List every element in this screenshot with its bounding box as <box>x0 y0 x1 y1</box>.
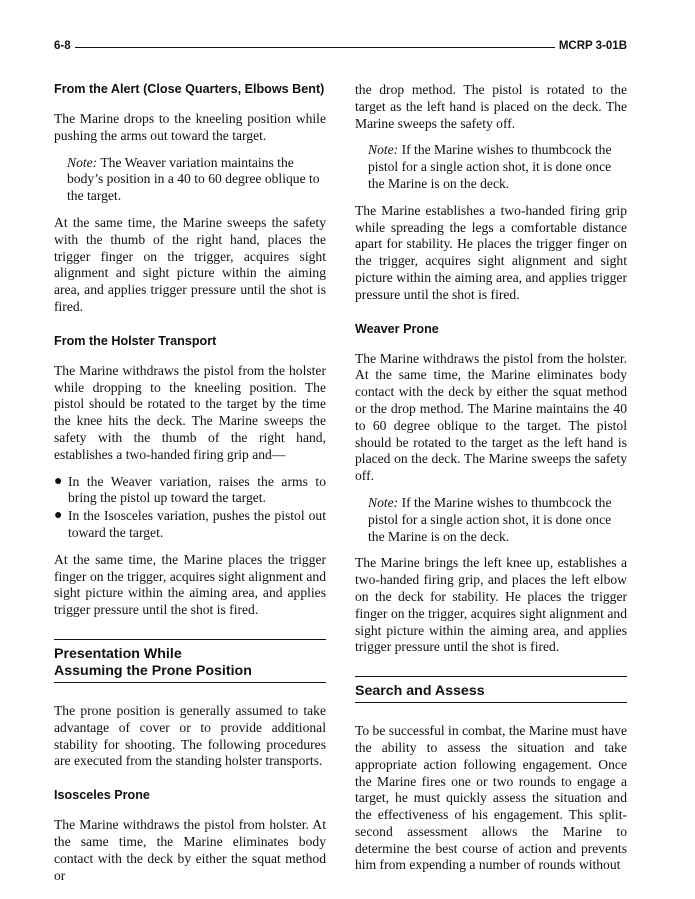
note-label: Note: <box>67 154 98 170</box>
list-item <box>54 474 326 508</box>
paragraph: The Marine brings the left knee up, establishes a two-handed firing grip, and places the left elbow on the deck for stability. He places the trigger finger on the trigger, acquires sight alignment and sight picture within the aiming area, and applies trigger pressure until the shot is fired. <box>355 555 627 655</box>
note-label: Note: <box>368 142 399 158</box>
paragraph: At the same time, the Marine places the trigger finger on the trigger, acquires sight alignment and sight picture within the aiming area, and applies trigger pressure until the shot is fired. <box>54 551 326 618</box>
paragraph: The Marine drops to the kneeling position while pushing the arms out toward the target. <box>54 111 326 143</box>
note-text: If the Marine wishes to thumbcock the pistol for a single action shot, it is done once the Marine is on the deck. <box>368 142 612 191</box>
bullet-icon: ● <box>54 508 63 524</box>
major-heading-line: Assuming the Prone Position <box>54 662 252 679</box>
list-item <box>54 508 326 542</box>
left-column <box>54 82 326 894</box>
document-id: MCRP 3-01B <box>555 40 627 52</box>
paragraph: To be successful in combat, the Marine must have the ability to assess the situation and take appropriate action following engagement. Once the Marine fires one or two rounds to engage a target, he must quickly assess the situation and the effectiveness of his engagement. This split-second assessment allows the Marine to determine the best course of action and prevents him from expending a number of rounds without <box>355 723 627 873</box>
paragraph: The Marine withdraws the pistol from the holster. At the same time, the Marine eliminates body contact with the deck by either the squat method or the drop method. The Marine maintains the 40 to 60 degree oblique to the target. The pistol should be rotated to the target as the left hand is placed on the deck. The Marine sweeps the safety off. <box>355 350 627 484</box>
note-label: Note: <box>368 494 399 510</box>
paragraph: The Marine establishes a two-handed firing grip while spreading the legs a comfortable distance apart for stability. He places the trigger finger on the trigger, acquires sight alignment and sight picture within the aiming area, and applies trigger pressure until the shot is fired. <box>355 202 627 302</box>
major-heading <box>54 639 326 683</box>
list-item-text: In the Isosceles variation, pushes the pistol out toward the target. <box>68 508 326 540</box>
paragraph: At the same time, the Marine sweeps the safety with the thumb of the right hand, places the trigger finger on the trigger, acquires sight alignment and sight picture within the aiming area, and applies trigger pressure until the shot is fired. <box>54 214 326 314</box>
note <box>368 142 627 192</box>
paragraph: The Marine withdraws the pistol from holster. At the same time, the Marine eliminates body contact with the deck by either the squat method or <box>54 817 326 883</box>
section-heading: Isosceles Prone <box>54 788 150 803</box>
note-text: The Weaver variation maintains the body’s position in a 40 to 60 degree oblique to the target. <box>67 154 320 204</box>
paragraph: The Marine withdraws the pistol from the holster while dropping to the kneeling position. The pistol should be rotated to the target by the time the knee hits the deck. The Marine sweeps the safety with the thumb of the right hand, establishes a two-handed firing grip and— <box>54 362 326 462</box>
note <box>67 155 326 205</box>
page-number: 6-8 <box>54 40 75 52</box>
paragraph: the drop method. The pistol is rotated to the target as the left hand is placed on the deck. The Marine sweeps the safety off. <box>355 82 627 131</box>
list-item-text: In the Weaver variation, raises the arms to bring the pistol up toward the target. <box>68 473 326 506</box>
section-heading: Weaver Prone <box>355 321 439 336</box>
note <box>368 495 627 545</box>
running-header <box>54 40 627 58</box>
bullet-list <box>54 474 326 542</box>
major-heading-line: Search and Assess <box>355 683 485 700</box>
major-heading <box>355 676 627 703</box>
right-column <box>355 82 627 884</box>
section-heading: From the Alert (Close Quarters, Elbows Bent) <box>54 82 325 96</box>
note-text: If the Marine wishes to thumbcock the pistol for a single action shot, it is done once the Marine is on the deck. <box>368 494 612 544</box>
bullet-icon: ● <box>54 473 63 489</box>
major-heading-line: Presentation While <box>54 645 182 662</box>
header-rule <box>54 47 627 48</box>
section-heading: From the Holster Transport <box>54 333 217 348</box>
paragraph: The prone position is generally assumed to take advantage of cover or to provide additional stability for shooting. The following procedures are executed from the standing holster transports. <box>54 702 326 769</box>
